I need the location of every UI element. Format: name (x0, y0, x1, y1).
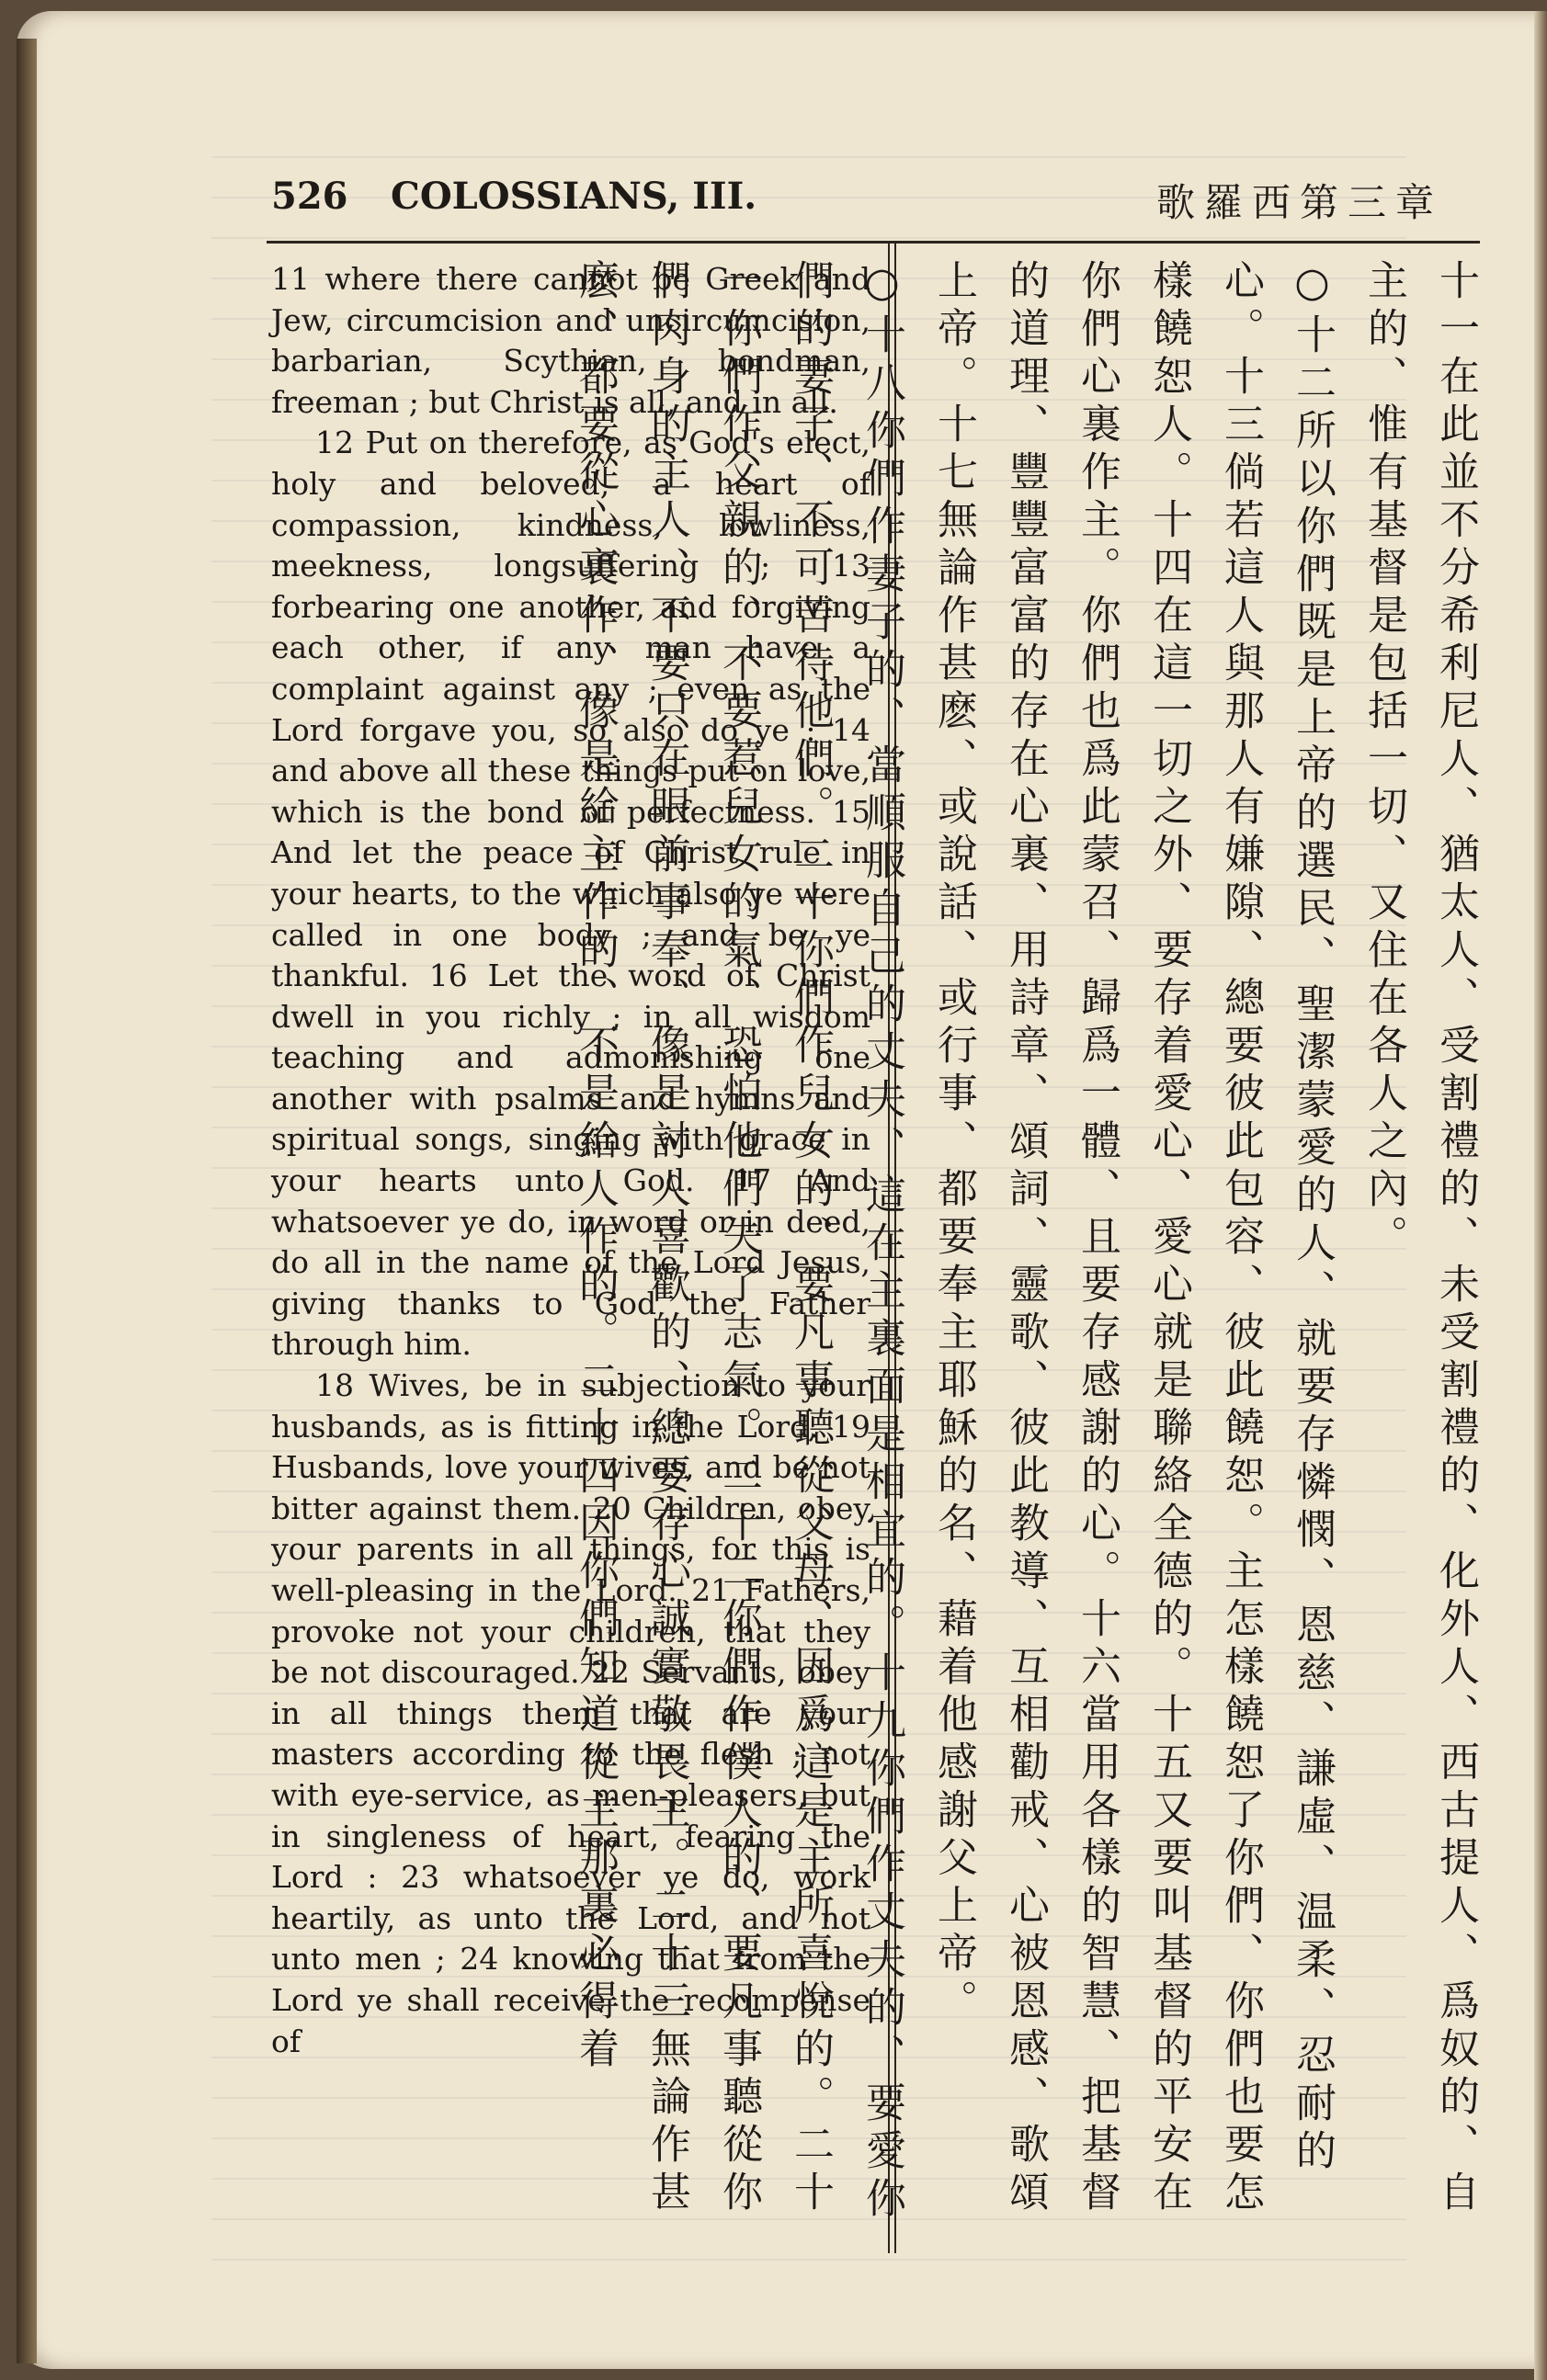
chinese-paragraph: ○十二所以你們既是上帝的選民、聖潔蒙愛的人、就要存憐憫、恩慈、謙虛、温柔、忍耐的心。十三倘若這人與那人有嫌隙、總要彼此包容、彼此饒恕。主怎樣饒恕了你們、你們也要怎樣饒恕人。十四在這一切之外、要存着愛心、愛心就是聯絡全德的。十五又要叫基督的平安在你們心裏作主。你們也爲此蒙召、歸爲一體、且要存感謝的心。十六當用各樣的智慧、把基督的道理、豐豐富富的存在心裏、用詩章、頌詞、靈歌、彼此教導、互相勸戒、心被恩感、歌頌上帝。十七無論作甚麽、或說話、或行事、都要奉主耶穌的名、藉着他感謝父上帝。 (930, 259, 1336, 2218)
header-rule (267, 241, 1480, 244)
english-paragraph: 12 Put on therefore, as God's elect, holy and beloved, a heart of compassion, kindness, lowliness, meekness, longsuffering ; 13 forbearing one another, and forgiving each other, if any man have a complaint against any ; even as the Lord forgave you, so also do ye : 14 and above all these things put on love, which is the bond of perfectness. 15 And let the peace of Christ rule in your hearts, to the which also ye were called in one body ; and be ye thankful. 16 Let the word of Christ dwell in you richly ; in all wisdom teaching and admonishing one another with psalms and hymns and spiritual songs, singing with grace in your hearts unto God. 17 And whatsoever ye do, in word or in deed, do all in the name of the Lord Jesus, giving thanks to God the Father through him. (271, 425, 870, 1363)
chinese-paragraph: 十一在此並不分希利尼人、猶太人、受割禮的、未受割禮的、化外人、西古提人、爲奴的、自主的、惟有基督是包括一切、又住在各人之內。 (1360, 259, 1479, 2218)
page-header (271, 175, 1480, 230)
page-fore-edge (1534, 11, 1547, 2380)
page-number: 526 (271, 175, 348, 218)
chinese-text-column (572, 259, 1491, 2262)
running-title-english: COLOSSIANS, III. (391, 175, 757, 218)
english-paragraph: 18 Wives, be in subjection to your husbands, as is fitting in the Lord. 19 Husbands, love your wives, and be not bitter against them. 20 Children, obey your parents in all things, for this is well-pleasing in the Lord. 21 Fathers, provoke not your children, that they be not discouraged. 22 Servants, obey in all things them that are your masters according to the flesh ; not with eye-service, as men-pleasers, but in singleness of heart, fearing the Lord : 23 whatsoever ye do, work heartily, as unto the Lord, and not unto men ; 24 knowing that from the Lord ye shall receive the recompense of (271, 1367, 870, 2059)
english-paragraph: 11 where there cannot be Greek and Jew, circumcision and uncircumcision, barbarian, Scythian, bondman, freeman ; but Christ is all, and in all. (271, 261, 870, 420)
chinese-paragraph: ○十八你們作妻子的、當順服自己的丈夫、這在主裏面是相宜的。十九你們作丈夫的、要愛你們的妻子、不可苦待他們。二十你們作兒女的、要凡事聽從父母、因爲這是主所喜悅的。二十一你們作父親的、不要惹兒女的氣、恐怕他們失了志氣。二十二你們作僕人的、要凡事聽從你們肉身的主人、不要只在眼前事奉、像是討人喜歡的、總要存心誠實敬畏主。二十三無論作甚麽、都要從心裏作、像是給主作的、不是給人作的。二十四因你們知道從主那裏必得着 (572, 259, 905, 2225)
running-title-chinese: 歌羅西第三章 (1155, 180, 1443, 225)
book-spine-edge (17, 39, 37, 2363)
